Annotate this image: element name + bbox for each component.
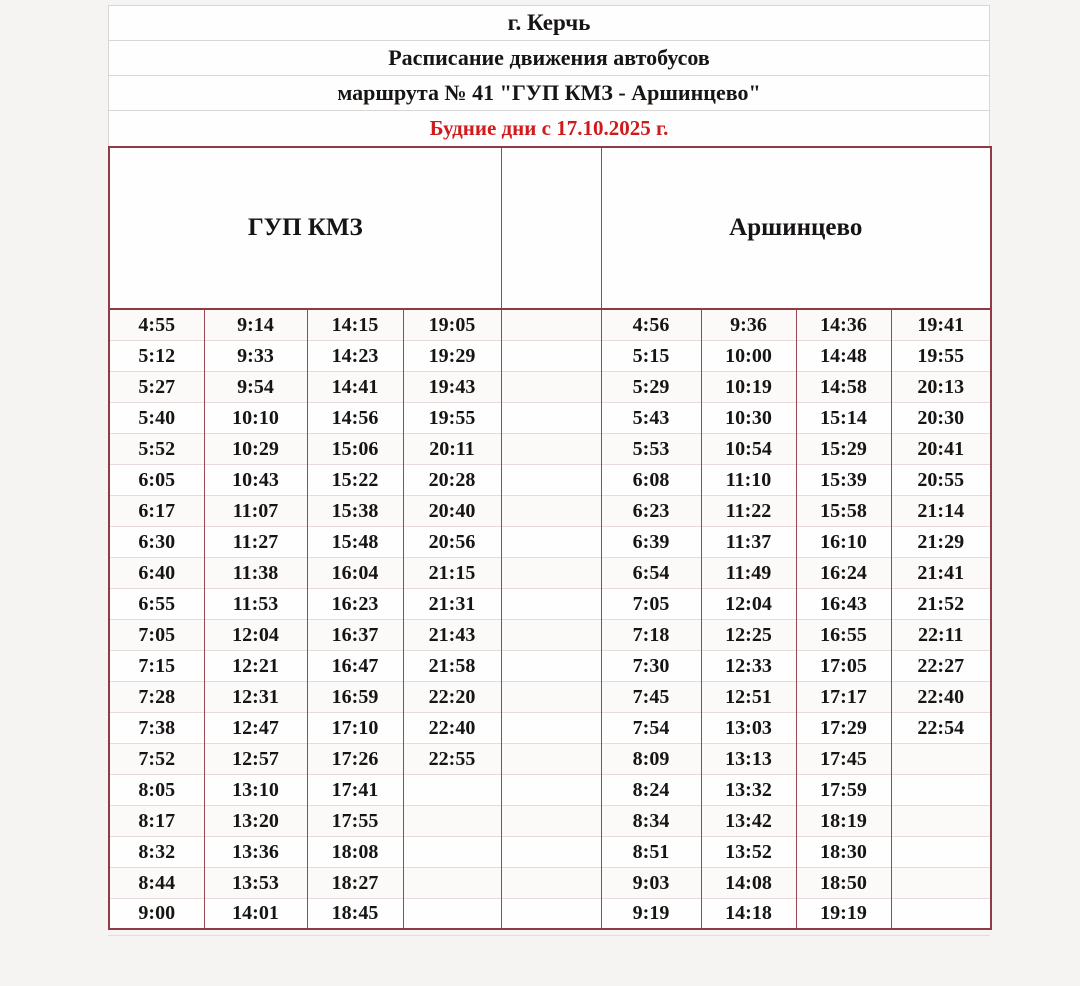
- time-cell: 8:17: [109, 805, 204, 836]
- gap-cell: [501, 147, 601, 309]
- time-cell: 13:36: [204, 836, 307, 867]
- table-row: [109, 712, 991, 743]
- time-cell: 13:13: [701, 743, 796, 774]
- time-cell: 7:45: [601, 681, 701, 712]
- time-cell: 8:24: [601, 774, 701, 805]
- table-row: [109, 371, 991, 402]
- right-terminal-header: Аршинцево: [601, 147, 991, 309]
- time-cell: 8:05: [109, 774, 204, 805]
- time-cell: 22:27: [891, 650, 991, 681]
- time-cell: 21:43: [403, 619, 501, 650]
- time-cell: 15:29: [796, 433, 891, 464]
- time-cell: 19:55: [403, 402, 501, 433]
- time-cell: 7:05: [601, 588, 701, 619]
- gap-cell: [501, 774, 601, 805]
- gap-cell: [501, 836, 601, 867]
- time-cell: 17:05: [796, 650, 891, 681]
- time-cell: 21:15: [403, 557, 501, 588]
- time-cell: [403, 898, 501, 929]
- time-cell: 6:30: [109, 526, 204, 557]
- table-row: [109, 774, 991, 805]
- time-cell: 10:54: [701, 433, 796, 464]
- time-cell: 5:29: [601, 371, 701, 402]
- time-cell: 9:36: [701, 309, 796, 340]
- schedule-table: [108, 146, 992, 930]
- time-cell: 17:29: [796, 712, 891, 743]
- time-cell: 12:21: [204, 650, 307, 681]
- table-row: [109, 650, 991, 681]
- time-cell: 5:52: [109, 433, 204, 464]
- time-cell: 16:23: [307, 588, 403, 619]
- time-cell: 15:22: [307, 464, 403, 495]
- time-cell: 9:19: [601, 898, 701, 929]
- time-cell: 21:41: [891, 557, 991, 588]
- table-row: [109, 557, 991, 588]
- gap-cell: [501, 340, 601, 371]
- table-row: [109, 588, 991, 619]
- time-cell: 21:29: [891, 526, 991, 557]
- time-cell: 18:45: [307, 898, 403, 929]
- time-cell: [891, 867, 991, 898]
- table-row: [109, 867, 991, 898]
- time-cell: [891, 836, 991, 867]
- time-cell: 14:58: [796, 371, 891, 402]
- time-cell: 22:11: [891, 619, 991, 650]
- time-cell: 6:23: [601, 495, 701, 526]
- time-cell: 20:41: [891, 433, 991, 464]
- time-cell: 19:41: [891, 309, 991, 340]
- time-cell: 12:25: [701, 619, 796, 650]
- gap-cell: [501, 402, 601, 433]
- time-cell: 9:00: [109, 898, 204, 929]
- time-cell: 20:30: [891, 402, 991, 433]
- time-cell: [403, 836, 501, 867]
- time-cell: 11:37: [701, 526, 796, 557]
- time-cell: 5:40: [109, 402, 204, 433]
- schedule-subtitle: Расписание движения автобусов: [109, 41, 989, 76]
- time-cell: 5:27: [109, 371, 204, 402]
- time-cell: 19:29: [403, 340, 501, 371]
- time-cell: 7:38: [109, 712, 204, 743]
- time-cell: 22:54: [891, 712, 991, 743]
- time-cell: 16:24: [796, 557, 891, 588]
- time-cell: 5:15: [601, 340, 701, 371]
- time-cell: 12:51: [701, 681, 796, 712]
- time-cell: 15:39: [796, 464, 891, 495]
- time-cell: 16:55: [796, 619, 891, 650]
- table-row: [109, 805, 991, 836]
- time-cell: 18:27: [307, 867, 403, 898]
- time-cell: 9:54: [204, 371, 307, 402]
- time-cell: 14:36: [796, 309, 891, 340]
- time-cell: 9:14: [204, 309, 307, 340]
- time-cell: 22:40: [403, 712, 501, 743]
- time-cell: 12:04: [204, 619, 307, 650]
- gap-cell: [501, 588, 601, 619]
- time-cell: 21:14: [891, 495, 991, 526]
- time-cell: 17:41: [307, 774, 403, 805]
- gap-cell: [501, 495, 601, 526]
- time-cell: 19:43: [403, 371, 501, 402]
- time-cell: 6:54: [601, 557, 701, 588]
- time-cell: 18:08: [307, 836, 403, 867]
- time-cell: 16:43: [796, 588, 891, 619]
- time-cell: 10:00: [701, 340, 796, 371]
- time-cell: 8:44: [109, 867, 204, 898]
- time-cell: 13:32: [701, 774, 796, 805]
- gap-cell: [501, 557, 601, 588]
- time-cell: 22:55: [403, 743, 501, 774]
- time-cell: 5:12: [109, 340, 204, 371]
- times-body: [109, 309, 991, 929]
- time-cell: [403, 774, 501, 805]
- gap-cell: [501, 464, 601, 495]
- time-cell: 8:32: [109, 836, 204, 867]
- time-cell: 20:28: [403, 464, 501, 495]
- time-cell: 22:20: [403, 681, 501, 712]
- time-cell: 14:08: [701, 867, 796, 898]
- time-cell: 11:10: [701, 464, 796, 495]
- time-cell: 20:11: [403, 433, 501, 464]
- time-cell: 18:50: [796, 867, 891, 898]
- bottom-divider: [108, 935, 990, 936]
- time-cell: [891, 774, 991, 805]
- time-cell: 14:41: [307, 371, 403, 402]
- table-row: [109, 681, 991, 712]
- table-row: [109, 898, 991, 929]
- time-cell: 13:52: [701, 836, 796, 867]
- time-cell: 7:18: [601, 619, 701, 650]
- gap-cell: [501, 309, 601, 340]
- time-cell: 6:17: [109, 495, 204, 526]
- time-cell: 14:18: [701, 898, 796, 929]
- time-cell: [403, 867, 501, 898]
- time-cell: 7:30: [601, 650, 701, 681]
- gap-cell: [501, 371, 601, 402]
- time-cell: 21:58: [403, 650, 501, 681]
- time-cell: 10:43: [204, 464, 307, 495]
- time-cell: 17:59: [796, 774, 891, 805]
- gap-cell: [501, 650, 601, 681]
- time-cell: 14:01: [204, 898, 307, 929]
- time-cell: 12:31: [204, 681, 307, 712]
- time-cell: 7:54: [601, 712, 701, 743]
- time-cell: 6:05: [109, 464, 204, 495]
- gap-cell: [501, 805, 601, 836]
- time-cell: 11:49: [701, 557, 796, 588]
- time-cell: 11:38: [204, 557, 307, 588]
- time-cell: 12:57: [204, 743, 307, 774]
- time-cell: 10:10: [204, 402, 307, 433]
- time-cell: 17:17: [796, 681, 891, 712]
- gap-cell: [501, 681, 601, 712]
- table-row: [109, 743, 991, 774]
- gap-cell: [501, 898, 601, 929]
- time-cell: 19:55: [891, 340, 991, 371]
- time-cell: 6:39: [601, 526, 701, 557]
- time-cell: 5:43: [601, 402, 701, 433]
- schedule-document: [108, 0, 990, 936]
- time-cell: 11:07: [204, 495, 307, 526]
- time-cell: 15:06: [307, 433, 403, 464]
- time-cell: 8:34: [601, 805, 701, 836]
- time-cell: [891, 743, 991, 774]
- time-cell: [891, 805, 991, 836]
- table-row: [109, 340, 991, 371]
- table-row: [109, 402, 991, 433]
- time-cell: 13:42: [701, 805, 796, 836]
- time-cell: 19:19: [796, 898, 891, 929]
- time-cell: 13:53: [204, 867, 307, 898]
- gap-cell: [501, 526, 601, 557]
- table-row: [109, 464, 991, 495]
- time-cell: 13:20: [204, 805, 307, 836]
- time-cell: 16:47: [307, 650, 403, 681]
- time-cell: 8:51: [601, 836, 701, 867]
- time-cell: 5:53: [601, 433, 701, 464]
- time-cell: 4:55: [109, 309, 204, 340]
- time-cell: 10:29: [204, 433, 307, 464]
- time-cell: 16:04: [307, 557, 403, 588]
- gap-cell: [501, 433, 601, 464]
- time-cell: 11:53: [204, 588, 307, 619]
- time-cell: 18:30: [796, 836, 891, 867]
- time-cell: 12:33: [701, 650, 796, 681]
- time-cell: 20:56: [403, 526, 501, 557]
- time-cell: 9:33: [204, 340, 307, 371]
- time-cell: 6:55: [109, 588, 204, 619]
- table-row: [109, 309, 991, 340]
- document-header: [108, 5, 990, 146]
- gap-cell: [501, 743, 601, 774]
- time-cell: 15:58: [796, 495, 891, 526]
- time-cell: 20:40: [403, 495, 501, 526]
- time-cell: 19:05: [403, 309, 501, 340]
- table-row: [109, 495, 991, 526]
- time-cell: 7:05: [109, 619, 204, 650]
- time-cell: 10:19: [701, 371, 796, 402]
- route-title: маршрута № 41 "ГУП КМЗ - Аршинцево": [109, 76, 989, 111]
- time-cell: 17:45: [796, 743, 891, 774]
- time-cell: 16:37: [307, 619, 403, 650]
- time-cell: 14:23: [307, 340, 403, 371]
- table-row: [109, 433, 991, 464]
- time-cell: 7:28: [109, 681, 204, 712]
- time-cell: 13:03: [701, 712, 796, 743]
- time-cell: 15:48: [307, 526, 403, 557]
- time-cell: 20:55: [891, 464, 991, 495]
- time-cell: 21:31: [403, 588, 501, 619]
- time-cell: 4:56: [601, 309, 701, 340]
- table-row: [109, 526, 991, 557]
- time-cell: [891, 898, 991, 929]
- time-cell: 13:10: [204, 774, 307, 805]
- time-cell: 15:38: [307, 495, 403, 526]
- time-cell: 12:04: [701, 588, 796, 619]
- time-cell: [403, 805, 501, 836]
- time-cell: 6:40: [109, 557, 204, 588]
- page-title: г. Керчь: [109, 6, 989, 41]
- time-cell: 7:52: [109, 743, 204, 774]
- time-cell: 12:47: [204, 712, 307, 743]
- time-cell: 8:09: [601, 743, 701, 774]
- time-cell: 17:10: [307, 712, 403, 743]
- gap-cell: [501, 619, 601, 650]
- time-cell: 7:15: [109, 650, 204, 681]
- time-cell: 21:52: [891, 588, 991, 619]
- effective-date: Будние дни с 17.10.2025 г.: [429, 116, 669, 140]
- time-cell: 17:55: [307, 805, 403, 836]
- time-cell: 16:59: [307, 681, 403, 712]
- time-cell: 22:40: [891, 681, 991, 712]
- time-cell: 11:22: [701, 495, 796, 526]
- time-cell: 20:13: [891, 371, 991, 402]
- time-cell: 18:19: [796, 805, 891, 836]
- table-row: [109, 836, 991, 867]
- time-cell: 11:27: [204, 526, 307, 557]
- time-cell: 10:30: [701, 402, 796, 433]
- left-terminal-header: ГУП КМЗ: [109, 147, 501, 309]
- time-cell: 14:56: [307, 402, 403, 433]
- time-cell: 6:08: [601, 464, 701, 495]
- gap-cell: [501, 867, 601, 898]
- time-cell: 16:10: [796, 526, 891, 557]
- time-cell: 14:48: [796, 340, 891, 371]
- time-cell: 15:14: [796, 402, 891, 433]
- time-cell: 14:15: [307, 309, 403, 340]
- terminal-header-row: [109, 147, 991, 309]
- gap-cell: [501, 712, 601, 743]
- time-cell: 17:26: [307, 743, 403, 774]
- time-cell: 9:03: [601, 867, 701, 898]
- table-row: [109, 619, 991, 650]
